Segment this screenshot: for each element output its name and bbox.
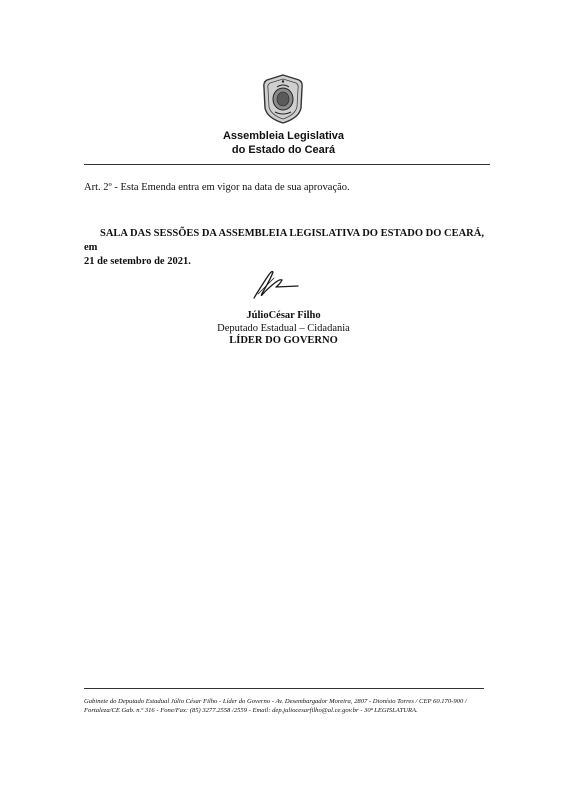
- institution-name-line2: do Estado do Ceará: [231, 144, 336, 156]
- session-statement-date: 21 de setembro de 2021.: [84, 256, 191, 267]
- footer-line1: Gabinete do Deputado Estadual Júlio César Filho - Líder do Governo - Av. Desembargador Moreira, 2807 - Dionísio Torres / CEP 60.170-900 /: [84, 698, 467, 705]
- signatory-role: Deputado Estadual – Cidadania: [217, 323, 350, 334]
- signatory-title: LÍDER DO GOVERNO: [229, 335, 338, 346]
- session-statement: [84, 227, 494, 269]
- handwritten-signature: [246, 266, 306, 302]
- footer-address: [84, 697, 494, 715]
- institution-name-line1: Assembleia Legislativa: [222, 130, 345, 142]
- header-divider: [84, 164, 490, 165]
- session-statement-line1: SALA DAS SESSÕES DA ASSEMBLEIA LEGISLATIVA DO ESTADO DO CEARÁ, em: [84, 228, 484, 253]
- signatory-name: JúlioCésar Filho: [246, 310, 321, 321]
- footer-line2: Fortaleza/CE Gab. n.º 316 - Fone/Fax: (85) 3277.2558 /2559 - Email: dep.juliocesarfilho@al.ce.gov.br - 30ª LEGISLATURA.: [84, 707, 418, 714]
- state-coat-of-arms-icon: [262, 74, 304, 124]
- article-text: Art. 2º - Esta Emenda entra em vigor na data de sua aprovação.: [84, 182, 350, 193]
- footer-divider: [84, 688, 484, 689]
